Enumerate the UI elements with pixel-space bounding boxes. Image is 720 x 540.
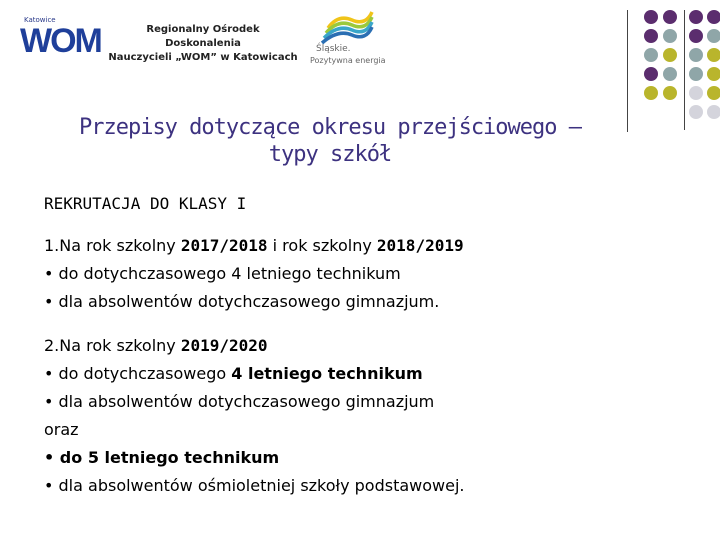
wom-logo-text: WOM: [20, 22, 101, 60]
section2-prefix: 2.Na rok szkolny: [44, 336, 181, 355]
dot: [644, 10, 658, 24]
list-item-prefix: • do dotychczasowego: [44, 364, 232, 383]
dot: [707, 105, 720, 119]
section1-middle: i rok szkolny: [267, 236, 377, 255]
dot: [689, 29, 703, 43]
title-line2: typy szkół: [268, 142, 392, 167]
school-year-2: 2018/2019: [376, 236, 464, 255]
dot: [707, 67, 720, 81]
list-item: • dla absolwentów ośmioletniej szkoły podstawowej.: [44, 476, 465, 495]
conjunction-text: oraz: [44, 420, 79, 439]
title-line1: Przepisy dotyczące okresu przejściowego –: [78, 115, 582, 140]
dot: [663, 29, 677, 43]
org-name-line1: Regionalny Ośrodek Doskonalenia: [146, 24, 260, 49]
dot: [644, 86, 658, 100]
section1-intro: [44, 232, 644, 260]
dot: [689, 105, 703, 119]
list-item: • dla absolwentów dotychczasowego gimnazjum.: [44, 292, 440, 311]
dot: [644, 48, 658, 62]
school-year-1: 2017/2018: [180, 236, 268, 255]
list-item-emphasis: • do 5 letniego technikum: [44, 448, 280, 467]
dot: [707, 86, 720, 100]
org-name-line2: Nauczycieli „WOM” w Katowicach: [108, 52, 298, 63]
divider-line: [684, 10, 685, 130]
slaskie-name: Śląskie.: [316, 44, 351, 54]
dot: [689, 48, 703, 62]
dot: [663, 10, 677, 24]
divider-line: [627, 10, 628, 132]
dot: [663, 67, 677, 81]
dot: [707, 48, 720, 62]
list-item: [44, 360, 644, 388]
dot: [707, 10, 720, 24]
dot: [689, 10, 703, 24]
list-item: [44, 444, 644, 472]
dot: [689, 86, 703, 100]
dot: [663, 86, 677, 100]
spacer: [44, 316, 644, 332]
list-item: • dla absolwentów dotychczasowego gimnazjum: [44, 392, 435, 411]
main-content: [44, 190, 644, 500]
section-heading: REKRUTACJA DO KLASY I: [44, 194, 247, 213]
wom-logo: [18, 14, 101, 66]
dot: [644, 29, 658, 43]
slaskie-tagline: Pozytywna energia: [310, 56, 386, 65]
list-item-emphasis: 4 letniego technikum: [231, 364, 423, 383]
list-item: • do dotychczasowego 4 letniego technikum: [44, 264, 401, 283]
dot: [644, 67, 658, 81]
slaskie-waves-icon: [306, 6, 386, 46]
school-year-3: 2019/2020: [180, 336, 268, 355]
page-title: [60, 114, 600, 168]
dot: [707, 29, 720, 43]
organization-name: [108, 23, 298, 65]
wom-logo-city: Katowice: [24, 16, 56, 24]
dot: [663, 48, 677, 62]
section1-prefix: 1.Na rok szkolny: [44, 236, 181, 255]
section2-intro: [44, 332, 644, 360]
slaskie-logo: [306, 6, 386, 70]
dot: [689, 67, 703, 81]
